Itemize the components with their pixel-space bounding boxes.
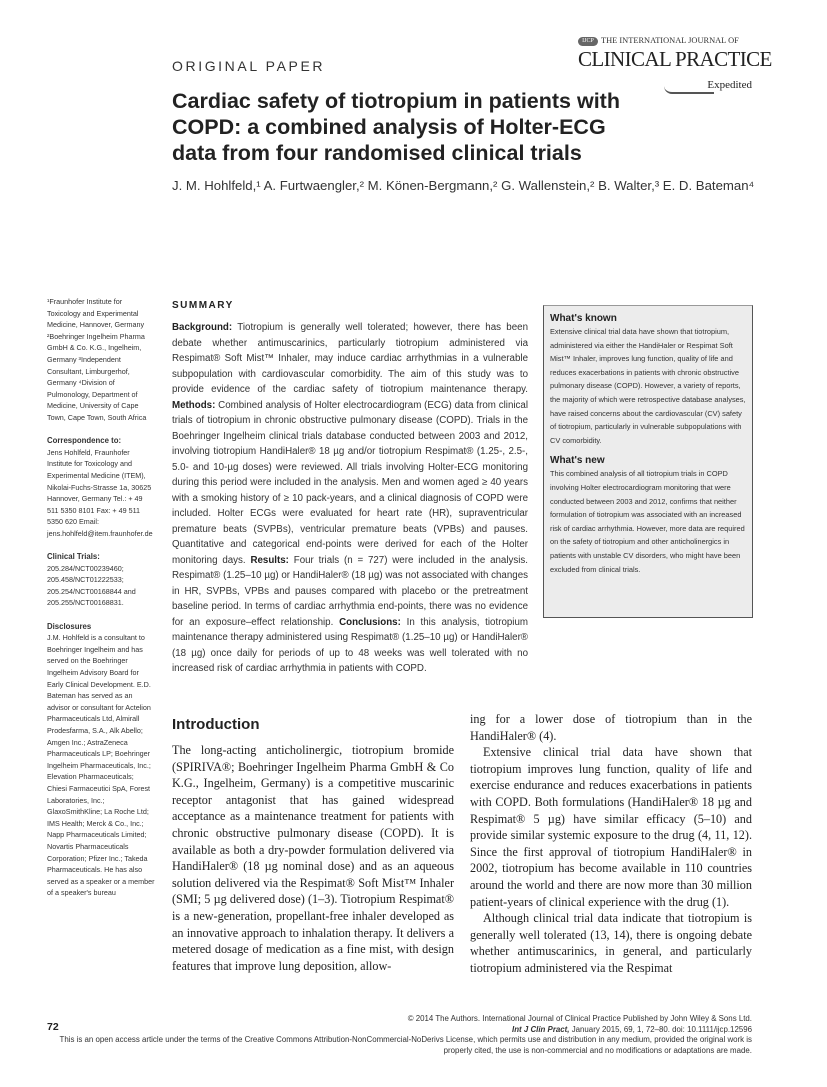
correspondence-text: Jens Hohlfeld, Fraunhofer Institute for Toxicology and Experimental Medicine (ITEM), Nikolai-Fuchs-Strasse 1a, 30625 Hannover, Germany Tel.: + 49 511 5350 8101 Fax: + 49 511 5350 620 Email: jens.hohlfeld@item.fraunhofer.de [47,447,153,538]
ijcp-badge-icon: IJCP [578,37,598,46]
disclosures-heading: Disclosures [47,621,92,631]
article-type-label: ORIGINAL PAPER [172,58,326,74]
introduction-heading: Introduction [172,716,260,733]
body-column-right [470,711,752,977]
methods-label: Methods: [172,399,216,411]
clinical-trials-heading: Clinical Trials: [47,552,100,562]
sidebar-notes [47,296,155,910]
license-text: This is an open access article under the terms of the Creative Commons Attribution-NonCommercial-NoDerivs License, which permits use and distribution in any medium, provided the original work is properly cited, the use is non-commercial and no modifications or adaptations are made. [59,1035,752,1055]
journal-logo-expedited: Expedited [707,79,752,91]
citation-line [52,1025,752,1036]
whats-new-heading: What's new [550,455,605,467]
whats-known-heading: What's known [550,313,617,324]
intro-paragraph-1: The long-acting anticholinergic, tiotropium bromide (SPIRIVA®; Boehringer Ingelheim Pharma GmbH & Co K.G., Ingelheim, Germany) is a competitive muscarinic receptor antagonist that has gained widespread acceptance as a maintenance treatment for patients with chronic obstructive pulmonary disease (COPD). It is available as both a dry-powder formulation delivered via HandiHaler® (18 µg nominal dose) and as an aqueous solution delivered via the Respimat® Soft Mist™ Inhaler (SMI; 5 µg delivered dose) (1–3). Tiotropium Respimat® is a new-generation, propellant-free inhaler developed as an innovative approach to inhalation therapy. It delivers a metered dosage of medication as a fine mist, with design features that improve lung deposition, allow- [172,743,454,973]
author-list: J. M. Hohlfeld,¹ A. Furtwaengler,² M. Könen-Bergmann,² G. Wallenstein,² B. Walter,³ E. D. Bateman⁴ [172,178,755,193]
background-label: Background: [172,322,233,333]
body-column-left [172,742,454,974]
whats-known-text: Extensive clinical trial data have shown that tiotropium, administered via either the HandiHaler or Respimat Soft Mist™ Inhaler, improves lung function, quality of life and reduces exacerbations in patients with chronic obstructive pulmonary disease (COPD). However, a variety of reports, the majority of which were retrospective database analyses, have raised concerns about the cardiovascular (CV) safety of tiotropium, particularly in vulnerable subpopulations with CV comorbidity. [550,327,746,445]
paper-title: Cardiac safety of tiotropium in patients with COPD: a combined analysis of Holter-ECG data from four randomised clinical trials [172,89,620,165]
conclusions-text: In this analysis, tiotropium maintenance therapy administered using Respimat® (1.25–10 µg) or HandiHaler® (18 µg) once daily for periods of up to 48 weeks was well tolerated with no increased risk of cardiac arrhythmia in patients with COPD. [172,616,528,674]
conclusions-label: Conclusions: [339,616,401,628]
journal-logo-name: CLINICAL PRACTICE [578,47,772,71]
journal-logo-line1: THE INTERNATIONAL JOURNAL OF [601,36,739,45]
results-text: Four trials (n = 727) were included in the analysis. Respimat® (1.25–10 µg) or HandiHaler® (18 µg) was not associated with changes in HR, SVPBs, VPBs and pauses compared with placebo or the pretreatment baseline period. In terms of cardiac arrhythmia end-points, there was no evidence for an exposure–effect relationship. [172,554,528,628]
summary-section [172,300,528,677]
copyright-line: © 2014 The Authors. International Journal of Clinical Practice Published by John Wiley & Sons Ltd. [407,1014,752,1023]
citation-details: January 2015, 69, 1, 72–80. doi: 10.1111/ijcp.12596 [569,1024,752,1034]
intro-paragraph-3: Although clinical trial data indicate that tiotropium is generally well tolerated (13, 14), there is ongoing debate whether antimuscarinics, in general, and particularly tiotropium administered via the Respimat [470,911,752,975]
page-number: 72 [47,1021,59,1033]
affiliations: ¹Fraunhofer Institute for Toxicology and Experimental Medicine, Hannover, Germany ²Boehringer Ingelheim Pharma GmbH & Co. K.G., Ingelheim, Germany ³Independent Consultant, Limburgerhof, Germany ⁴Division of Pulmonology, Department of Medicine, University of Cape Town, Cape Town, South Africa [47,297,147,422]
summary-heading: SUMMARY [172,300,234,311]
summary-body [172,320,528,677]
whats-new-text: This combined analysis of all tiotropium trials in COPD involving Holter electrocardiogram monitoring that were conducted between 2003 and 2012, confirms that neither formulation of tiotropium was associated with an increased risk of cardiac arrhythmia. However, more data are required on the safety of tiotropium and other anticholinergics in patients with unstable CV disorders, who might have been excluded from clinical trials. [550,469,745,574]
clinical-trials-text: 205.284/NCT00239460; 205.458/NCT01222533; 205.254/NCT00168844 and 205.255/NCT00168831. [47,563,136,608]
intro-paragraph-1-continued: ing for a lower dose of tiotropium than in the HandiHaler® (4). [470,712,752,743]
intro-paragraph-2: Extensive clinical trial data have shown that tiotropium improves lung function, quality of life and exercise endurance and reduces exacerbations in patients with COPD. Both formulations (HandiHaler® 18 µg and Respimat® 5 µg) have similar efficacy (5–10) and provide similar systemic exposure to the drug (4, 11, 12). Since the first approval of tiotropium HandiHaler® in 2002, tiotropium has become available in 110 countries around the world and there are now more than 30 million patient-years of clinical experience with the drug (1). [470,745,752,909]
citation-journal: Int J Clin Pract, [512,1024,570,1034]
disclosures-text: J.M. Hohlfeld is a consultant to Boehringer Ingelheim and has served on the Boehringer Ingelheim Advisory Board for Early Clinical Development. E.D. Bateman has served as an advisor or consultant for Actelion Pharmaceuticals Ltd, Almirall Prodesfarma, S.A., Alk Abello; Amgen Inc.; AstraZeneca Pharmaceuticals LP; Boehringer Ingelheim Pharmaceuticals, Inc.; Elevation Pharmaceuticals; Chiesi Farmaceutici SpA, Forest Laboratories, Inc.; GlaxoSmithKline; La Roche Ltd; IMS Health; Merck & Co., Inc.; Napp Pharmaceuticals Limited; Novartis Pharmaceuticals Corporation; Pfizer Inc.; Takeda Pharmaceuticals. He has also served as a speaker or a member of a speaker's bureau [47,633,155,898]
methods-text: Combined analysis of Holter electrocardiogram (ECG) data from clinical trials of tiotropium in chronic obstructive pulmonary disease (COPD). Trials in the Boehringer Ingelheim clinical trials database conducted between 2003 and 2012, involving tiotropium HandiHaler® 18 µg and/or tiotropium Respimat® (1.25-, 2.5-, 5.0- and 10-µg doses) were reviewed. All trials involving Holter-ECG monitoring during this period were included in the analysis. Men and women aged ≥ 40 years with a smoking history of ≥ 10 pack-years, and a clinical diagnosis of COPD were included. Holter ECGs were evaluated for heart rate (HR), supraventricular premature beats (SVPBs), ventricular premature beats (VPBs) and pauses. Quantitative and categorical end-points were derived for each of the Holter monitoring days. [172,399,528,566]
key-points-box [543,305,753,618]
background-text: Tiotropium is generally well tolerated; however, there has been debate whether antimuscarinics, particularly tiotropium administered via Respimat® Soft Mist™ Inhaler, may induce cardiac arrhythmias in a vulnerable subpopulation with cardiovascular comorbidity. The aim of this study was to provide evidence of the cardiac safety of tiotropium maintenance therapy. [172,322,528,395]
page-footer [52,1014,752,1056]
results-label: Results: [250,554,289,566]
correspondence-heading: Correspondence to: [47,436,122,446]
